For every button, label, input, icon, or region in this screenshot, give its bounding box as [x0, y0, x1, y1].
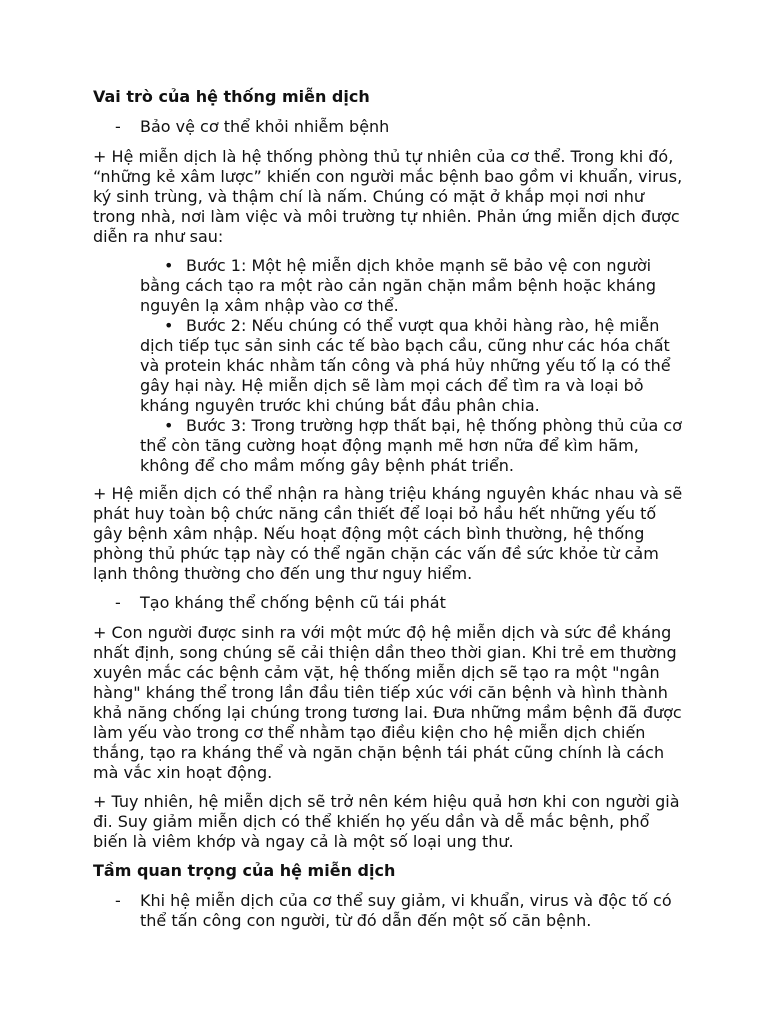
list-item-weakened [115, 891, 685, 931]
list-item-antibodies [115, 593, 685, 613]
section-heading-role: Vai trò của hệ thống miễn dịch [93, 87, 370, 106]
bullet-marker: • [164, 316, 174, 335]
list-item-text: Tạo kháng thể chống bệnh cũ tái phát [140, 593, 446, 612]
dash-marker: - [115, 593, 121, 612]
paragraph-aging: + Tuy nhiên, hệ miễn dịch sẽ trở nên kém hiệu quả hơn khi con người già đi. Suy giảm miễn dịch có thể khiến họ yếu dần và dễ mắc bệnh, phổ biến là viêm khớp và ngay cả là một số loại ung thư. [93, 792, 680, 851]
step-text: Bước 3: Trong trường hợp thất bại, hệ thống phòng thủ của cơ thể còn tăng cường hoạt động mạnh mẽ hơn nữa để kìm hãm, không để cho mầm mống gây bệnh phát triển. [140, 416, 682, 475]
paragraph-antibody-bank: + Con người được sinh ra với một mức độ hệ miễn dịch và sức đề kháng nhất định, song chúng sẽ cải thiện dần theo thời gian. Khi trẻ em thường xuyên mắc các bệnh cảm vặt, hệ thống miễn dịch sẽ tạo ra một "ngân hàng" kháng thể trong lần đầu tiên tiếp xúc với căn bệnh và hình thành khả năng chống lại chúng trong tương lai. Đưa những mầm bệnh đã được làm yếu vào trong cơ thể nhằm tạo điều kiện cho hệ miễn dịch chiến thắng, tạo ra kháng thể và ngăn chặn bệnh tái phát cũng chính là cách mà vắc xin hoạt động. [93, 623, 682, 782]
step-item-3 [140, 416, 685, 476]
section-heading-importance: Tầm quan trọng của hệ miễn dịch [93, 861, 396, 880]
list-item-text: Khi hệ miễn dịch của cơ thể suy giảm, vi khuẩn, virus và độc tố có thể tấn công con người, từ đó dẫn đến một số căn bệnh. [140, 891, 672, 930]
dash-marker: - [115, 117, 121, 136]
bullet-marker: • [164, 416, 174, 435]
bullet-marker: • [164, 256, 174, 275]
paragraph-immune-defense: + Hệ miễn dịch là hệ thống phòng thủ tự nhiên của cơ thể. Trong khi đó, “những kẻ xâm lược” khiến con người mắc bệnh bao gồm vi khuẩn, virus, ký sinh trùng, và thậm chí là nấm. Chúng có mặt ở khắp mọi nơi như trong nhà, nơi làm việc và môi trường tự nhiên. Phản ứng miễn dịch được diễn ra như sau: [93, 147, 683, 246]
list-item-protect [115, 117, 685, 137]
step-item-2 [140, 316, 685, 416]
step-text: Bước 2: Nếu chúng có thể vượt qua khỏi hàng rào, hệ miễn dịch tiếp tục sản sinh các tế bào bạch cầu, cũng như các hóa chất và protein khác nhằm tấn công và phá hủy những yếu tố lạ có thể gây hại này. Hệ miễn dịch sẽ làm mọi cách để tìm ra và loại bỏ kháng nguyên trước khi chúng bắt đầu phân chia. [140, 316, 671, 415]
paragraph-antigen-recognition: + Hệ miễn dịch có thể nhận ra hàng triệu kháng nguyên khác nhau và sẽ phát huy toàn bộ chức năng cần thiết để loại bỏ hầu hết những yếu tố gây bệnh xâm nhập. Nếu hoạt động một cách bình thường, hệ thống phòng thủ phức tạp này có thể ngăn chặn các vấn đề sức khỏe từ cảm lạnh thông thường cho đến ung thư nguy hiểm. [93, 484, 683, 583]
dash-marker: - [115, 891, 121, 910]
list-item-text: Bảo vệ cơ thể khỏi nhiễm bệnh [140, 117, 390, 136]
step-text: Bước 1: Một hệ miễn dịch khỏe mạnh sẽ bảo vệ con người bằng cách tạo ra một rào cản ngăn chặn mầm bệnh hoặc kháng nguyên lạ xâm nhập vào cơ thể. [140, 256, 657, 315]
step-item-1 [140, 256, 685, 316]
